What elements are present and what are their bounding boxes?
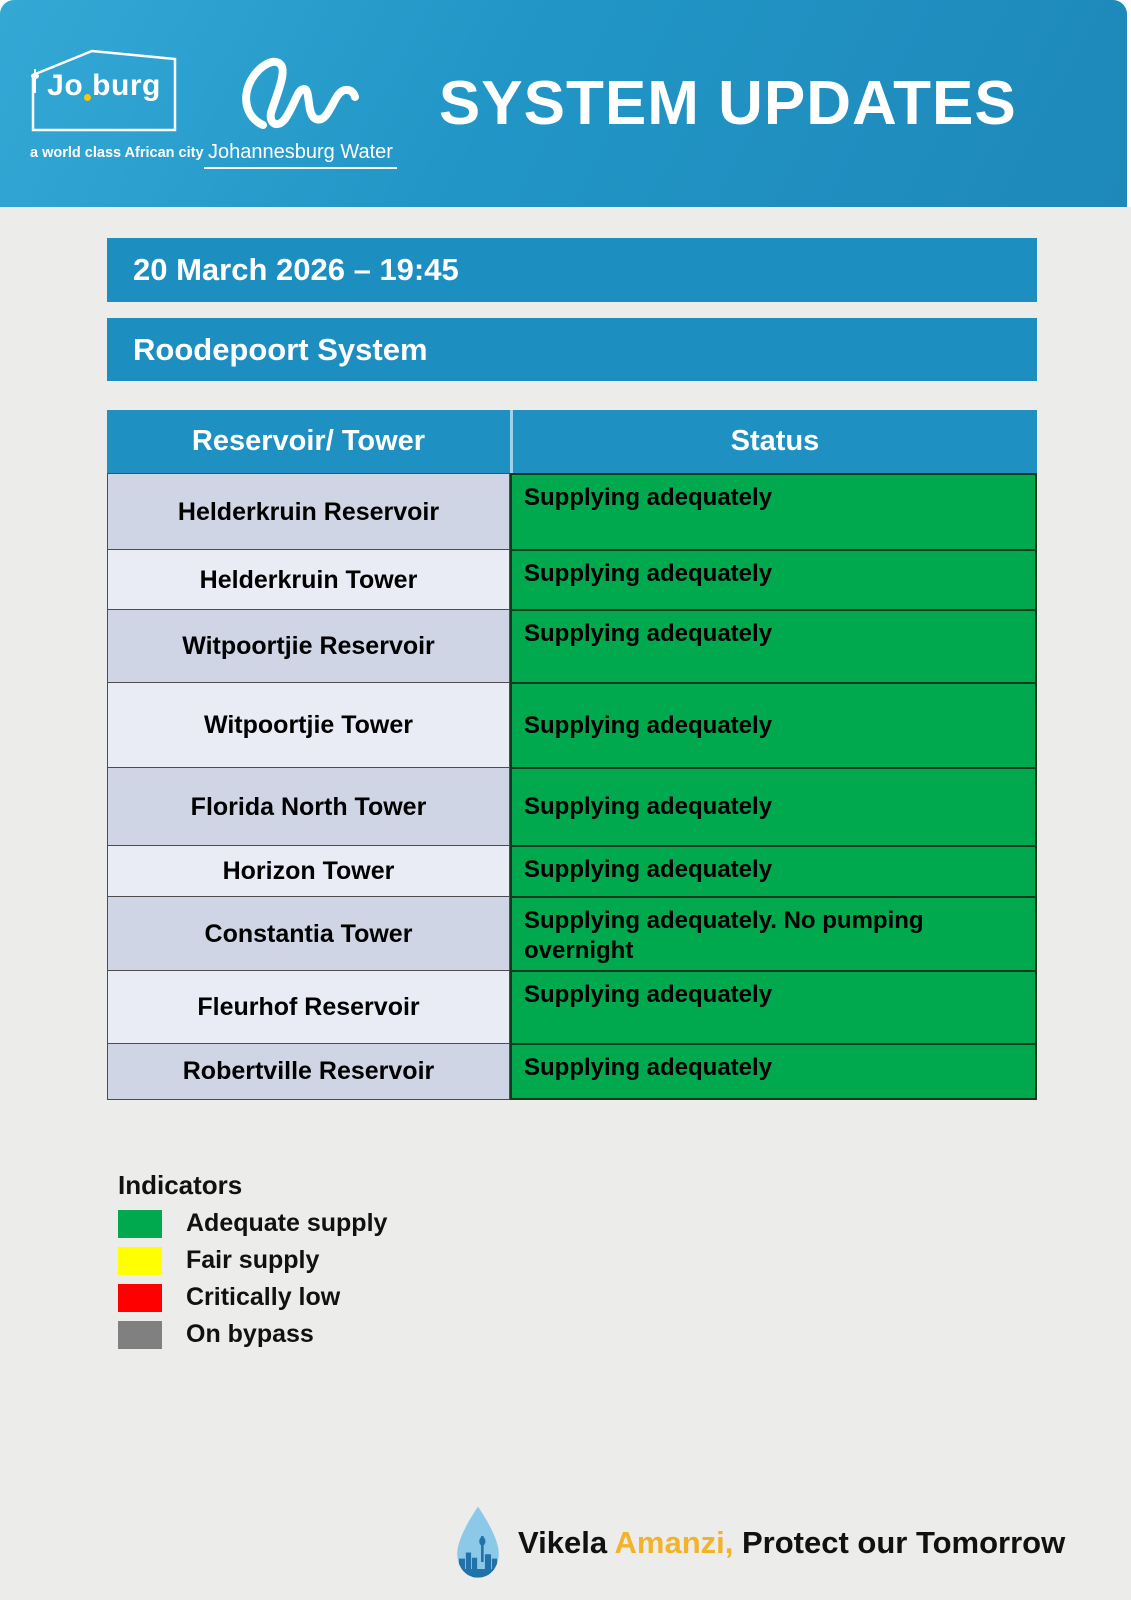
legend-swatch <box>118 1284 162 1312</box>
status-cell: Supplying adequately <box>510 609 1037 684</box>
status-cell: Supplying adequately <box>510 682 1037 769</box>
page-title: SYSTEM UPDATES <box>438 69 1017 138</box>
table-row <box>107 970 1037 1045</box>
footer-text <box>518 1525 1065 1561</box>
footer-slogan <box>452 1503 1065 1583</box>
footer-text-part1: Vikela <box>518 1525 615 1560</box>
legend-swatch <box>118 1210 162 1238</box>
table-header-row <box>107 410 1037 473</box>
joburg-yellow-dot <box>84 94 91 101</box>
reservoir-name-cell: Witpoortjie Tower <box>107 682 510 769</box>
table-row <box>107 1043 1037 1100</box>
joburg-wordmark-part2: burg <box>92 68 161 102</box>
status-cell: Supplying adequately <box>510 473 1037 551</box>
legend-item <box>118 1246 1131 1275</box>
reservoir-name-cell: Robertville Reservoir <box>107 1043 510 1100</box>
reservoir-name-cell: Horizon Tower <box>107 845 510 898</box>
legend-item <box>118 1209 1131 1238</box>
table-row <box>107 682 1037 769</box>
legend-item <box>118 1283 1131 1312</box>
status-table <box>107 410 1037 1100</box>
water-drop-icon <box>452 1503 504 1583</box>
legend-label: Adequate supply <box>186 1209 388 1237</box>
status-cell: Supplying adequately. No pumping overnight <box>510 896 1037 972</box>
table-row <box>107 896 1037 972</box>
footer-text-highlight: Amanzi, <box>614 1525 734 1560</box>
joburg-tagline: a world class African city <box>30 144 204 161</box>
joburg-logo-frame <box>30 47 178 133</box>
joburg-wordmark <box>30 69 178 103</box>
legend-item <box>118 1320 1131 1349</box>
johannesburg-water-label: Johannesburg Water <box>204 141 397 169</box>
status-cell: Supplying adequately <box>510 845 1037 898</box>
legend-swatch <box>118 1321 162 1349</box>
joburg-wordmark-part1: Jo <box>47 68 84 102</box>
legend-swatch <box>118 1247 162 1275</box>
legend-label: On bypass <box>186 1320 314 1348</box>
water-wave-icon <box>225 49 375 141</box>
legend-title: Indicators <box>118 1170 243 1200</box>
table-row <box>107 767 1037 847</box>
legend-items <box>118 1209 1131 1349</box>
reservoir-name-cell: Constantia Tower <box>107 896 510 972</box>
joburg-logo <box>30 47 204 161</box>
logo-group <box>0 39 397 169</box>
table-row <box>107 473 1037 551</box>
column-header-status: Status <box>510 410 1037 473</box>
reservoir-name-cell: Fleurhof Reservoir <box>107 970 510 1045</box>
hillbrow-tower-icon <box>84 92 91 101</box>
legend <box>118 1170 1131 1349</box>
status-cell: Supplying adequately <box>510 549 1037 611</box>
table-row <box>107 549 1037 611</box>
date-banner: 20 March 2026 – 19:45 <box>107 238 1037 302</box>
table-row <box>107 609 1037 684</box>
status-cell: Supplying adequately <box>510 970 1037 1045</box>
status-cell: Supplying adequately <box>510 767 1037 847</box>
header <box>0 0 1127 207</box>
footer-text-part2: Protect our Tomorrow <box>733 1525 1066 1560</box>
system-name-banner: Roodepoort System <box>107 318 1037 381</box>
table-row <box>107 845 1037 898</box>
reservoir-name-cell: Witpoortjie Reservoir <box>107 609 510 684</box>
legend-label: Critically low <box>186 1283 341 1311</box>
content-area <box>0 207 1131 1600</box>
status-cell: Supplying adequately <box>510 1043 1037 1100</box>
reservoir-name-cell: Helderkruin Reservoir <box>107 473 510 551</box>
johannesburg-water-logo <box>204 49 397 169</box>
legend-label: Fair supply <box>186 1246 320 1274</box>
reservoir-name-cell: Helderkruin Tower <box>107 549 510 611</box>
column-header-reservoir: Reservoir/ Tower <box>107 410 510 473</box>
table-body <box>107 473 1037 1100</box>
reservoir-name-cell: Florida North Tower <box>107 767 510 847</box>
